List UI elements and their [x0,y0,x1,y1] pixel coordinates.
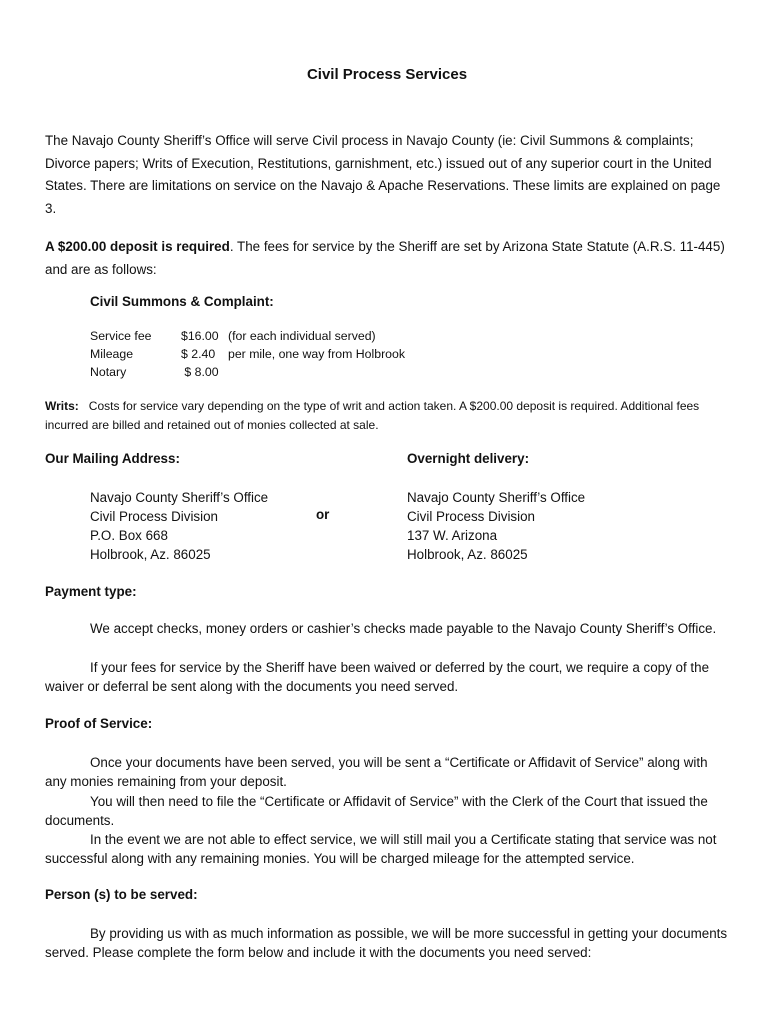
address-line: P.O. Box 668 [90,528,168,543]
address-line: Holbrook, Az. 86025 [90,547,211,562]
proof-text: You will then need to file the “Certificate or Affidavit of Service” with the Clerk of the Court that issued the documents. [45,794,708,828]
mailing-address-block [90,488,268,564]
fee-amount: $ 2.40 [181,347,216,361]
address-line: Civil Process Division [407,509,535,524]
fee-note: per mile, one way from Holbrook [228,347,406,361]
fees-heading: Civil Summons & Complaint: [90,294,274,309]
payment-type-heading: Payment type: [45,584,137,599]
payment-paragraph-1 [45,619,729,638]
address-line: 137 W. Arizona [407,528,498,543]
payment-text: We accept checks, money orders or cashier’s checks made payable to the Navajo County Sheriff’s Office. [90,621,717,636]
overnight-delivery-heading: Overnight delivery: [407,451,530,466]
proof-paragraph-3 [45,830,729,868]
fee-amount: $ 8.00 [181,365,219,379]
deposit-required-text: A $200.00 deposit is required [45,239,230,254]
person-to-be-served-heading: Person (s) to be served: [45,887,198,902]
overnight-address-block [407,488,585,564]
payment-paragraph-2 [45,658,729,696]
person-text: By providing us with as much information as possible, we will be more successful in getting your documents served. Please complete the form below and include it with the documents you need served: [45,926,728,960]
fee-label: Notary [90,365,127,379]
intro-paragraph: The Navajo County Sheriff’s Office will serve Civil process in Navajo County (ie: Civil Summons & complaints; Divorce papers; Writs of Execution, Restitutions, garnishment, etc.) issued out of any superior court in the United States. There are limitations on service on the Navajo & Apache Reservations. These limits are explained on page 3. [45,133,721,216]
mailing-address-heading: Our Mailing Address: [45,451,180,466]
fee-label: Mileage [90,347,134,361]
proof-of-service-heading: Proof of Service: [45,716,153,731]
address-line: Navajo County Sheriff’s Office [407,490,586,505]
address-line: Holbrook, Az. 86025 [407,547,528,562]
fee-label: Service fee [90,329,152,343]
proof-text: In the event we are not able to effect service, we will still mail you a Certificate stating that service was not successful along with any remaining monies. You will be charged mileage for the attempted service. [45,832,717,866]
deposit-fee-text: . The fees for service by the Sheriff are set by Arizona State Statute (A.R.S. 11-445) and are as follows: [45,239,725,277]
document-title: Civil Process Services [306,66,468,83]
deposit-paragraph [45,236,729,281]
or-separator: or [316,507,330,522]
writs-paragraph [45,397,729,435]
fee-amount: $16.00 [181,329,219,343]
address-line: Navajo County Sheriff’s Office [90,490,269,505]
proof-paragraph-1 [45,753,729,791]
proof-text: Once your documents have been served, you will be sent a “Certificate or Affidavit of Service” along with any monies remaining from your deposit. [45,755,708,789]
person-paragraph-1 [45,924,729,962]
writs-label: Writs: [45,399,79,413]
writs-text: Costs for service vary depending on the type of writ and action taken. A $200.00 deposit is required. Additional fees incurred are billed and retained out of monies collected at sale. [45,399,700,432]
proof-paragraph-2 [45,792,729,830]
fee-note: (for each individual served) [228,329,376,343]
payment-text: If your fees for service by the Sheriff have been waived or deferred by the court, we require a copy of the waiver or deferral be sent along with the documents you need served. [45,660,710,694]
address-line: Civil Process Division [90,509,218,524]
